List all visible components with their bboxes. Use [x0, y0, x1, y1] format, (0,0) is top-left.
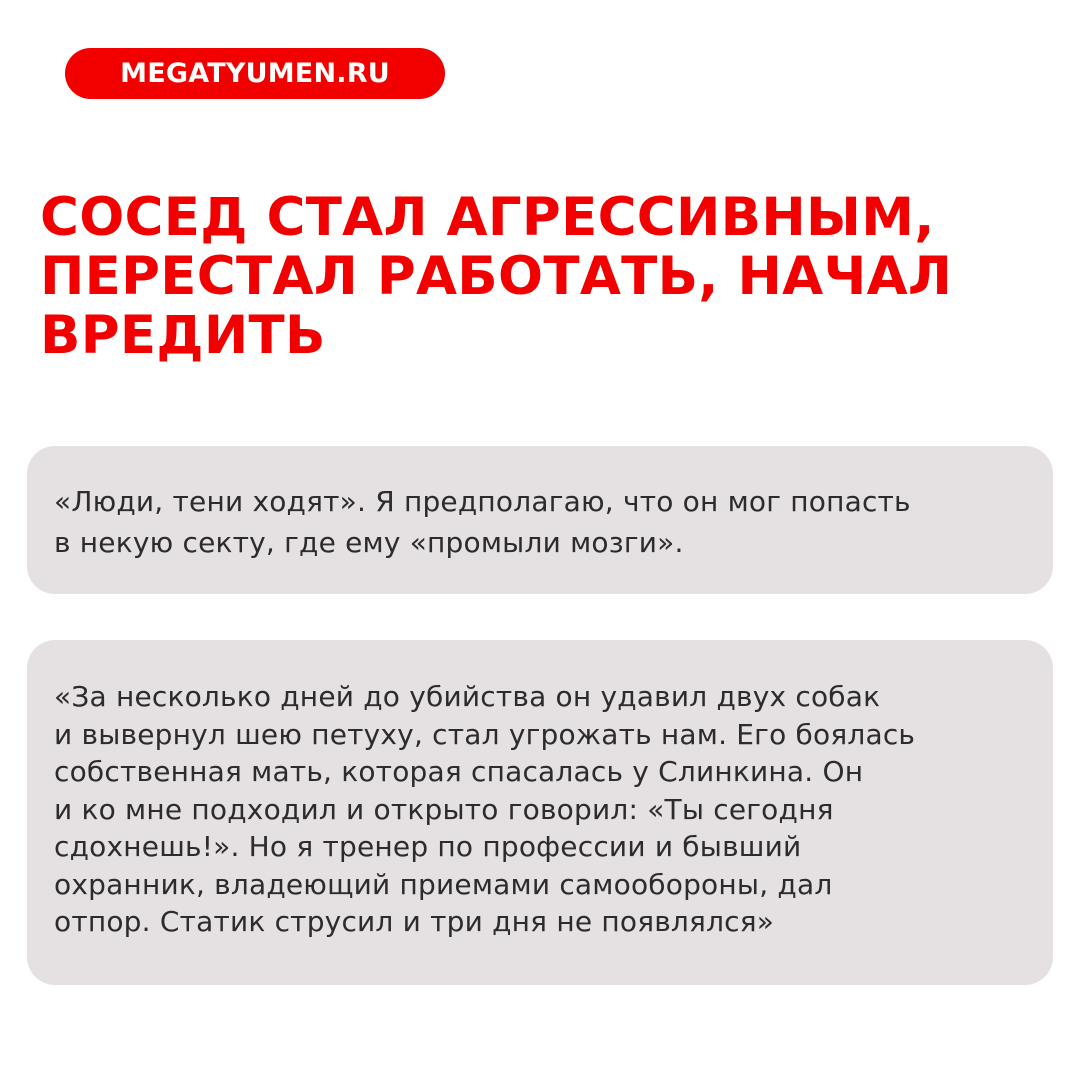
- quote-line: «За несколько дней до убийства он удавил двух собак: [54, 680, 881, 713]
- brand-label: MEGATYUMEN.RU: [120, 58, 390, 89]
- quote-line: и ко мне подходил и открыто говорил: «Ты сегодня: [54, 792, 834, 826]
- quote-line: охранник, владеющий приемами самообороны, дал: [54, 867, 833, 901]
- quote-line: в некую секту, где ему «промыли мозги».: [54, 526, 684, 559]
- quote-card-1: [27, 446, 1053, 594]
- headline-line: ПЕРЕСТАЛ РАБОТАТЬ, НАЧАЛ: [40, 246, 953, 307]
- quote-card-2: [27, 640, 1053, 985]
- quote-line: собственная мать, которая спасалась у Слинкина. Он: [54, 755, 864, 788]
- quote-line: и вывернул шею петуху, стал угрожать нам. Его боялась: [54, 717, 916, 751]
- quote-line: «Люди, тени ходят». Я предполагаю, что он мог попасть: [54, 485, 911, 518]
- quote-line: отпор. Статик струсил и три дня не появлялся»: [54, 905, 775, 938]
- brand-badge: [65, 48, 445, 99]
- quote-line: сдохнешь!». Но я тренер по профессии и бывший: [54, 830, 802, 863]
- headline-line: СОСЕД СТАЛ АГРЕССИВНЫМ,: [40, 187, 935, 248]
- headline: [40, 188, 1060, 365]
- headline-line: ВРЕДИТЬ: [40, 305, 326, 366]
